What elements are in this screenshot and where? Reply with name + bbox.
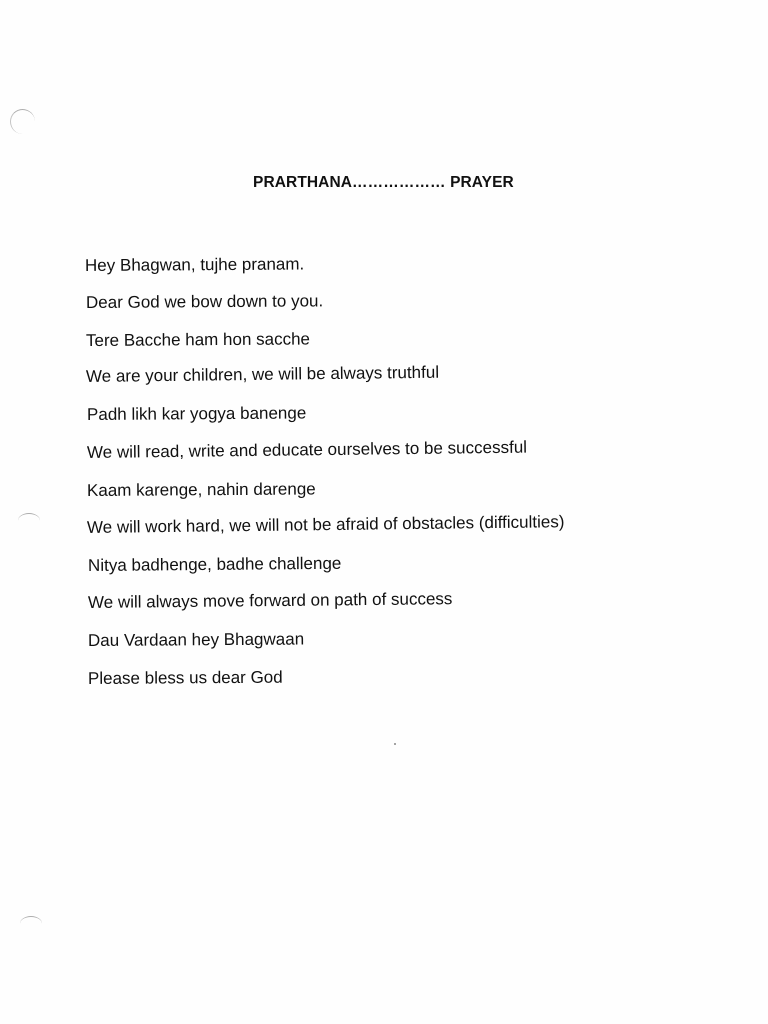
prayer-line-7: Kaam karenge, nahin darenge [86, 479, 316, 500]
prayer-line-2: Dear God we bow down to you. [85, 291, 324, 312]
prayer-line-4: We are your children, we will be always truthful [85, 362, 440, 386]
prayer-line-10: We will always move forward on path of success [87, 589, 453, 612]
prayer-line-12: Please bless us dear God [87, 667, 283, 688]
document-title: PRARTHANA……………… PRAYER [253, 174, 514, 191]
prayer-line-1: Hey Bhagwan, tujhe pranam. [84, 254, 305, 275]
prayer-line-5: Padh likh kar yogya banenge [86, 403, 307, 424]
prayer-line-9: Nitya badhenge, badhe challenge [87, 553, 342, 575]
prayer-line-3: Tere Bacche ham hon sacche [85, 329, 311, 350]
prayer-line-11: Dau Vardaan hey Bhagwaan [87, 629, 305, 650]
prayer-line-8: We will work hard, we will not be afraid of obstacles (difficulties) [86, 512, 565, 537]
prayer-line-6: We will read, write and educate ourselves to be successful [86, 437, 528, 462]
